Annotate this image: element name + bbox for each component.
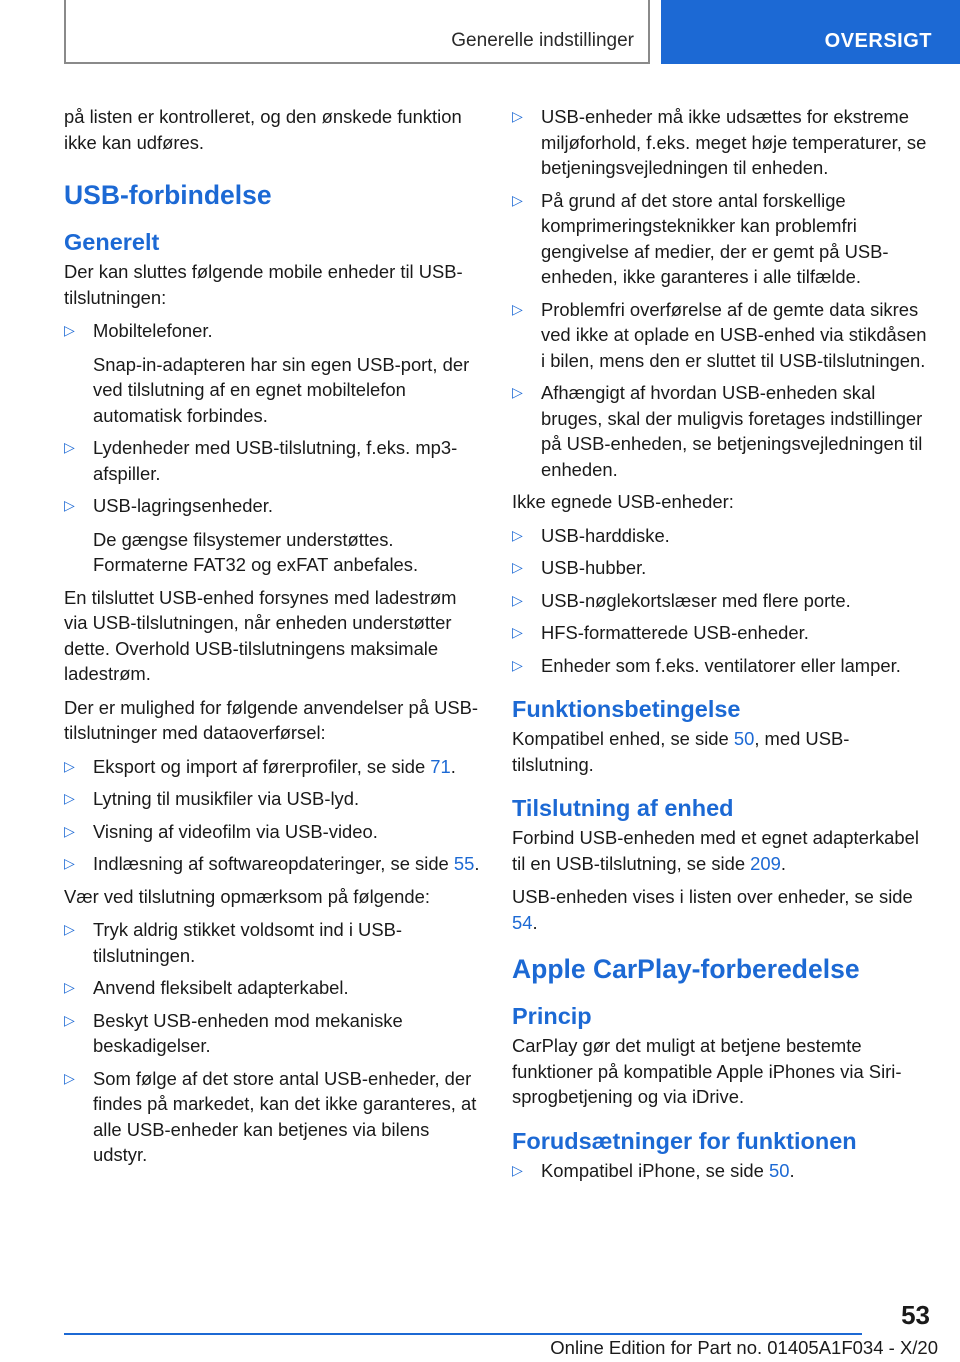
list-item-text: Indlæsning af softwareopdateringer, se side [93, 853, 454, 874]
list-item [64, 1066, 482, 1168]
list-item-text: Mobiltelefoner. [93, 320, 213, 341]
heading-carplay: Apple CarPlay-forberedelse [512, 954, 860, 984]
triangle-bullet-icon: ▷ [512, 624, 523, 640]
intro-text: på listen er kontrolleret, og den ønskede funktion ikke kan udføres. [64, 106, 462, 153]
tils-paragraph-2 [512, 884, 930, 935]
list-item [512, 188, 930, 290]
page-header [0, 0, 960, 66]
triangle-bullet-icon: ▷ [512, 108, 523, 124]
triangle-bullet-icon: ▷ [512, 656, 523, 673]
triangle-bullet-icon: ▷ [512, 559, 523, 575]
triangle-bullet-icon: ▷ [64, 1011, 75, 1028]
list-item [64, 917, 482, 968]
triangle-bullet-icon: ▷ [64, 979, 75, 995]
list-item-text: USB-lagringsenheder. [93, 495, 273, 516]
list-item [512, 653, 930, 679]
unsuitable-list [512, 523, 930, 679]
list-item [512, 380, 930, 482]
list-item [512, 620, 930, 646]
note-paragraph: Vær ved tilslutning opmærksom på følgende: [64, 885, 430, 907]
paragraph-text: USB-enheden vises i listen over enheder, se side [512, 886, 913, 907]
list-item-subtext: De gængse filsystemer understøttes. Formaterne FAT32 og exFAT anbefales. [93, 528, 419, 575]
princip-paragraph: CarPlay gør det muligt at betjene bestemte funktioner på kompatible Apple iPhones via Siri-sprogbetjening og via iDrive. [512, 1035, 902, 1107]
heading-generelt: Generelt [64, 229, 160, 255]
list-item-punct: . [789, 1159, 795, 1181]
unsuitable-paragraph: Ikke egnede USB-enheder: [512, 491, 734, 512]
list-item-text: USB-nøglekortslæser med flere porte. [541, 589, 851, 611]
list-item-text: Lydenheder med USB-tilslutning, f.eks. mp3-afspiller. [93, 437, 458, 484]
list-item [64, 975, 482, 1001]
footer-edition: Online Edition for Part no. 01405A1F034 - X/20 [550, 1337, 938, 1358]
list-item-text: Problemfri overførelse af de gemte data sikres ved ikke at oplade en USB-enhed via stikdåsen i bilen, mens den er sluttet til USB-tilslutningen. [541, 298, 927, 371]
triangle-bullet-icon: ▷ [64, 497, 75, 513]
device-list [64, 318, 482, 578]
list-item-text: HFS-formatterede USB-enheder. [541, 622, 809, 643]
requirements-list [512, 1158, 930, 1184]
heading-funktionsbetingelse: Funktionsbetingelse [512, 696, 741, 722]
paragraph-text: . [532, 911, 538, 933]
list-item [64, 819, 482, 845]
triangle-bullet-icon: ▷ [512, 191, 523, 208]
list-item-text: Anvend fleksibelt adapterkabel. [93, 977, 349, 998]
triangle-bullet-icon: ▷ [64, 790, 75, 806]
list-item-text: USB-enheder må ikke udsættes for ekstreme miljøforhold, f.eks. meget høje temperaturer, se betjeningsvejledningen til enheden. [541, 106, 927, 178]
list-item-text: Visning af videofilm via USB-video. [93, 820, 378, 842]
triangle-bullet-icon: ▷ [64, 1069, 75, 1086]
triangle-bullet-icon: ▷ [512, 591, 523, 608]
list-item [512, 555, 930, 581]
list-item [64, 754, 482, 780]
paragraph-text: Kompatibel enhed, se side [512, 728, 734, 749]
tab-oversigt-label: OVERSIGT [824, 30, 932, 52]
list-item [64, 786, 482, 812]
list-item-text: Enheder som f.eks. ventilatorer eller lamper. [541, 654, 901, 676]
list-item-text: På grund af det store antal forskellige komprimeringsteknikker kan problemfri gengivelse af medier, der er gemt på USB-enheden, ikke garanteres i alle tilfælde. [541, 189, 889, 287]
tab-oversigt[interactable] [661, 0, 960, 64]
triangle-bullet-icon: ▷ [64, 757, 75, 774]
list-item-text: Lytning til musikfiler via USB-lyd. [93, 788, 360, 809]
page-number: 53 [901, 1300, 930, 1330]
list-item-text: USB-hubber. [541, 557, 647, 578]
list-item [512, 104, 930, 181]
power-paragraph: En tilsluttet USB-enhed forsynes med ladestrøm via USB-tilslutningen, når enheden understøtter dette. Overhold USB-tilslutningens maksimale ladestrøm. [64, 586, 457, 684]
list-item-text: Beskyt USB-enheden mod mekaniske beskadigelser. [93, 1009, 403, 1056]
triangle-bullet-icon: ▷ [64, 822, 75, 839]
list-item-text: USB-harddiske. [541, 524, 670, 546]
page-ref-link[interactable]: 209 [750, 852, 781, 874]
devices-paragraph: Der kan sluttes følgende mobile enheder til USB-tilslutningen: [64, 261, 463, 308]
funk-paragraph [512, 726, 930, 777]
list-item-text: Eksport og import af førerprofiler, se side [93, 755, 431, 777]
list-item-subtext: Snap-in-adapteren har sin egen USB-port, der ved tilslutning af en egnet mobiltelefon automatisk forbindes. [93, 353, 470, 426]
list-item [512, 588, 930, 614]
triangle-bullet-icon: ▷ [512, 526, 523, 543]
list-item-text: Som følge af det store antal USB-enheder, der findes på markedet, kan det ikke garanteres, at alle USB-enheder kan betjenes via bilens udstyr. [93, 1067, 477, 1165]
page-ref-link[interactable]: 50 [733, 728, 755, 749]
page-ref-link[interactable]: 71 [430, 755, 451, 777]
list-item-punct: . [474, 853, 480, 874]
list-item [64, 318, 482, 428]
triangle-bullet-icon: ▷ [64, 921, 75, 937]
heading-forudsaetninger: Forudsætninger for funktionen [512, 1127, 857, 1154]
left-column [64, 104, 482, 1175]
list-item-text: Kompatibel iPhone, se side [541, 1159, 769, 1181]
footer-divider [64, 1333, 862, 1335]
list-item [64, 1008, 482, 1059]
caution-list-continued [512, 104, 930, 482]
list-item-text: Afhængigt af hvordan USB-enheden skal bruges, skal der muligvis foretages indstillinger på USB-enheden, se betjeningsvejledningen til enheden. [541, 382, 923, 480]
list-item [64, 851, 482, 877]
uses-paragraph: Der er mulighed for følgende anvendelser på USB-tilslutninger med dataoverførsel: [64, 696, 479, 743]
heading-tilslutning: Tilslutning af enhed [512, 795, 734, 821]
list-item [512, 297, 930, 374]
list-item-text: Tryk aldrig stikket voldsomt ind i USB-tilslutningen. [93, 919, 402, 966]
paragraph-text: . [780, 852, 786, 874]
paragraph-text: Forbind USB-enheden med et egnet adapterkabel til en USB-tilslutning, se side [512, 827, 919, 874]
triangle-bullet-icon: ▷ [512, 384, 523, 400]
list-item [512, 523, 930, 549]
section-label: Generelle indstillinger [451, 30, 634, 51]
uses-list [64, 754, 482, 877]
heading-princip: Princip [512, 1003, 592, 1029]
page-ref-link[interactable]: 55 [453, 853, 475, 874]
list-item-punct: . [450, 755, 456, 777]
list-item [512, 1158, 930, 1184]
list-item [64, 493, 482, 578]
section-header-box [64, 0, 650, 64]
list-item [64, 435, 482, 486]
triangle-bullet-icon: ▷ [64, 322, 75, 338]
heading-usb-forbindelse: USB-forbindelse [64, 180, 272, 210]
triangle-bullet-icon: ▷ [64, 439, 75, 455]
tils-paragraph-1 [512, 825, 930, 876]
caution-list [64, 917, 482, 1168]
page-ref-link[interactable]: 50 [768, 1159, 790, 1181]
right-column [512, 104, 930, 1190]
page-ref-link[interactable]: 54 [512, 911, 533, 933]
triangle-bullet-icon: ▷ [512, 300, 523, 317]
paragraph-text: , med USB-tilslutning. [512, 728, 850, 775]
triangle-bullet-icon: ▷ [64, 855, 75, 871]
triangle-bullet-icon: ▷ [512, 1161, 523, 1178]
